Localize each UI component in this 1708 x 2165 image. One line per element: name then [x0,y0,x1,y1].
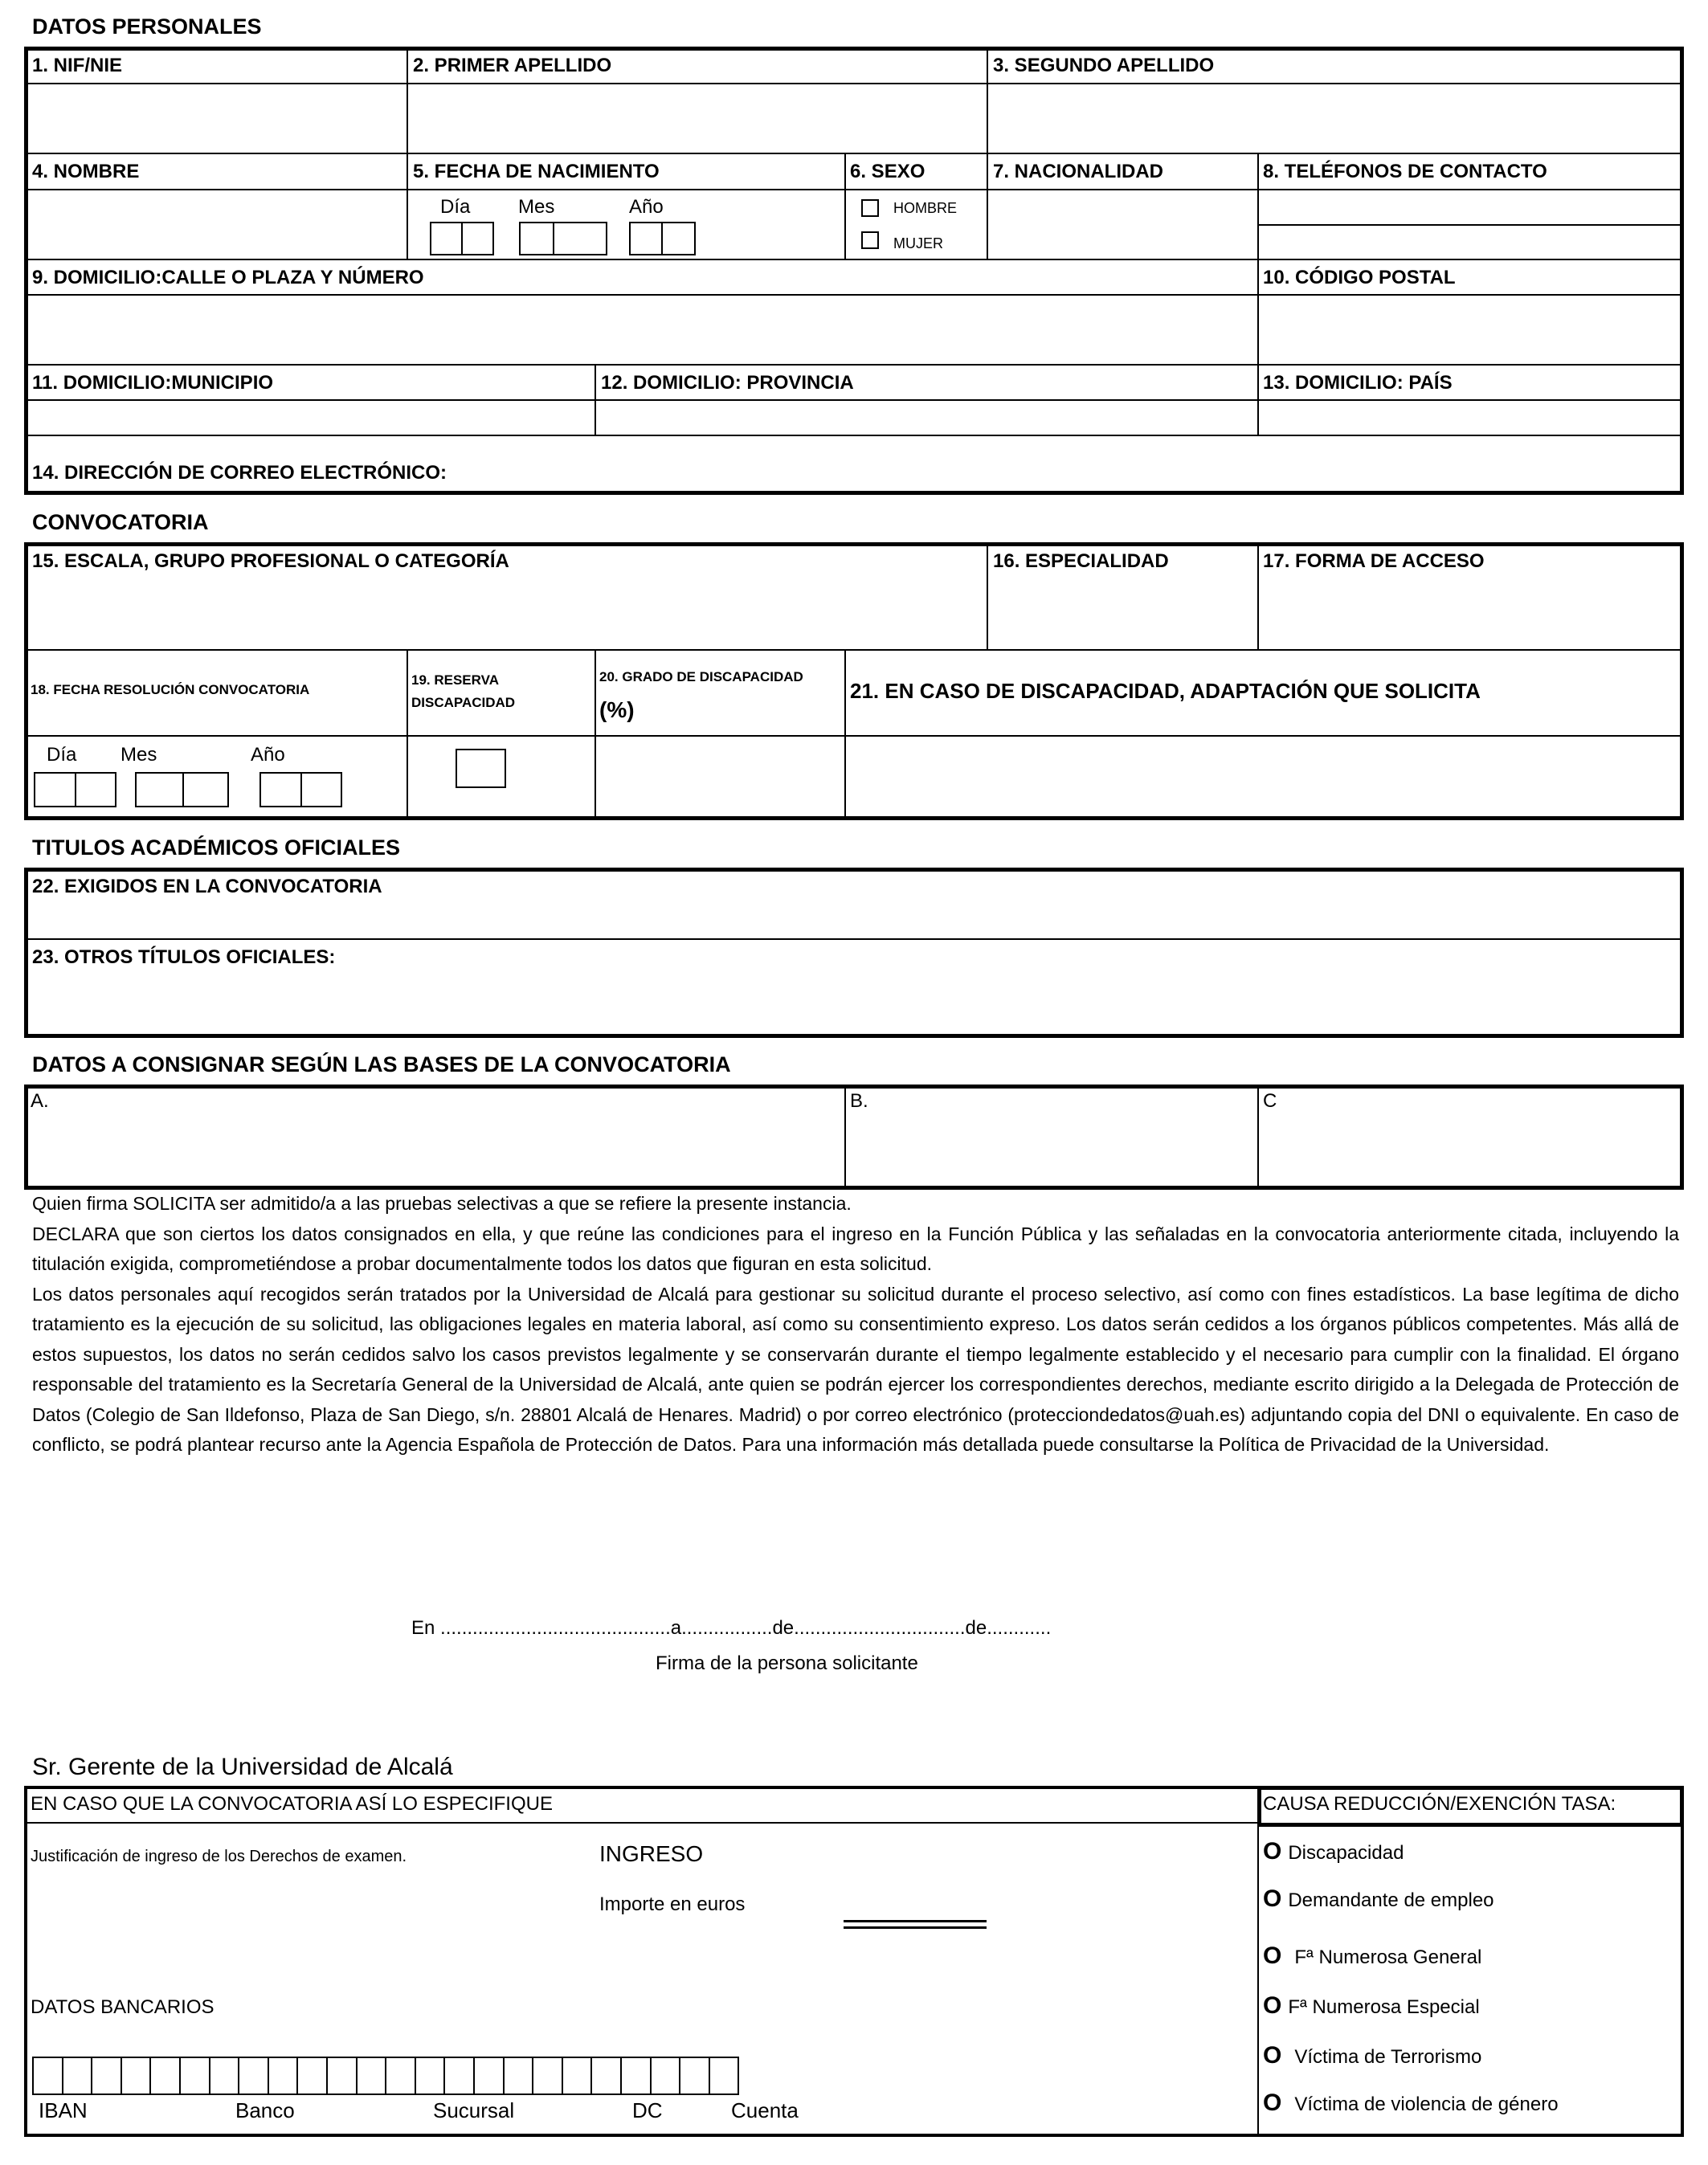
label-nacionalidad: 7. NACIONALIDAD [993,161,1164,182]
section-title-bases: DATOS A CONSIGNAR SEGÚN LAS BASES DE LA CONVOCATORIA [32,1052,731,1076]
bank-digit-cell[interactable] [562,2057,593,2095]
label-escala: 15. ESCALA, GRUPO PROFESIONAL O CATEGORÍA [32,550,509,572]
label-provincia: 12. DOMICILIO: PROVINCIA [601,372,854,394]
input-forma-acceso[interactable] [1261,578,1679,647]
label-fecha-resolucion: 18. FECHA RESOLUCIÓN CONVOCATORIA [31,682,310,697]
bank-digit-cell[interactable] [209,2057,240,2095]
birth-year-digit-2[interactable] [661,222,696,255]
label-codigo-postal: 10. CÓDIGO POSTAL [1263,267,1456,288]
reduccion-numerosa-especial[interactable]: O Fª Numerosa Especial [1263,1992,1480,2019]
input-segundo-apellido[interactable] [990,86,1679,151]
input-nif[interactable] [28,86,405,151]
section-title-convocatoria: CONVOCATORIA [32,510,209,534]
bank-digit-cell[interactable] [149,2057,181,2095]
label-segundo-apellido: 3. SEGUNDO APELLIDO [993,55,1215,76]
input-provincia[interactable] [598,402,1256,433]
signature-caption: Firma de la persona solicitante [656,1652,918,1674]
importe-line-bottom [844,1926,987,1929]
radio-circle-icon: O [1263,1838,1282,1865]
label-especialidad: 16. ESPECIALIDAD [993,550,1169,572]
label-titulos-exigidos: 22. EXIGIDOS EN LA CONVOCATORIA [32,876,382,897]
label-hombre: HOMBRE [893,200,958,216]
label-email: 14. DIRECCIÓN DE CORREO ELECTRÓNICO: [32,462,447,484]
label-iban: IBAN [39,2098,88,2122]
bank-digit-cell[interactable] [415,2057,446,2095]
label-porcentaje: (%) [599,697,635,722]
input-importe[interactable] [852,1888,980,1918]
label-grado-discapacidad: 20. GRADO DE DISCAPACIDAD [599,669,803,684]
input-telefono-2[interactable] [1261,227,1679,257]
datos-bancarios-label: DATOS BANCARIOS [31,1996,215,2018]
bank-digit-cell[interactable] [679,2057,710,2095]
label-reserva-2: DISCAPACIDAD [411,695,516,710]
label-forma-acceso: 17. FORMA DE ACCESO [1263,550,1485,572]
label-base-b: B. [850,1090,868,1112]
privacy-paragraph: Los datos personales aquí recogidos serán tratados por la Universidad de Alcalá para gestionar su solicitud durante el proceso selectivo, así como con fines estadísticos. La base legítima de dicho tratamiento es la ejecución de su solicitud, las obligaciones legales en materia laboral, así como su consentimiento expreso. Los datos serán cedidos a los órganos públicos competentes. Más allá de estos supuestos, los datos no serán cedidos salvo los casos previstos legalmente y se conservarán durante el tiempo legalmente establecido y el necesario para cumplir con la finalidad. El órgano responsable del tratamiento es la Secretaría General de la Universidad de Alcalá, ante quien se podrán ejercer los correspondientes derechos, mediante escrito dirigido a la Delegada de Protección de Datos (Colegio de San Ildefonso, Plaza de San Diego, s/n. 28801 Alcalá de Henares. Madrid) o por correo electrónico (protecciondedatos@uah.es) adjuntando copia del DNI o equivalente. En caso de conflicto, se podrá plantear recurso ante la Agencia Española de Protección de Datos. Para una información más detallada puede consultarse la Política de Privacidad de la Universidad. [32,1283,1679,1455]
radio-circle-icon: O [1263,1885,1282,1912]
bank-digit-cell[interactable] [296,2057,328,2095]
label-otros-titulos: 23. OTROS TÍTULOS OFICIALES: [32,946,336,968]
input-nombre[interactable] [28,192,405,257]
radio-circle-icon: O [1263,2042,1282,2069]
label-domicilio-calle: 9. DOMICILIO:CALLE O PLAZA Y NÚMERO [32,267,424,288]
label-dia-resolucion: Día [47,744,77,766]
reduccion-discapacidad[interactable]: O Discapacidad [1263,1838,1404,1865]
input-pais[interactable] [1261,402,1679,433]
payment-header: EN CASO QUE LA CONVOCATORIA ASÍ LO ESPECIFIQUE [31,1793,553,1815]
label-mes-resolucion: Mes [121,744,157,766]
resolution-month-digit-1[interactable] [135,772,184,807]
label-reserva-1: 19. RESERVA [411,672,499,688]
radio-circle-icon: O [1263,2089,1282,2116]
declara-paragraph: DECLARA que son ciertos los datos consignados en ella, y que reúne las condiciones para el ingreso en la Función Pública y las señaladas en la convocatoria anteriormente citada, incluyendo la titulación exigida, comprometiéndose a probar documentalmente todos los datos que figuran en esta solicitud. [32,1223,1679,1274]
label-mes-nacimiento: Mes [518,196,555,218]
label-adaptacion: 21. EN CASO DE DISCAPACIDAD, ADAPTACIÓN QUE SOLICITA [850,679,1481,703]
bank-digit-cell[interactable] [620,2057,652,2095]
input-otros-titulos[interactable] [28,972,1679,1033]
input-municipio[interactable] [28,402,593,433]
solicita-paragraph: Quien firma SOLICITA ser admitido/a a las pruebas selectivas a que se refiere la presente instancia. [32,1193,852,1214]
input-domicilio-calle[interactable] [28,297,1256,362]
reduccion-victima-terrorismo[interactable]: O Víctima de Terrorismo [1263,2042,1482,2069]
checkbox-mujer[interactable] [861,231,879,249]
label-dia-nacimiento: Día [440,196,471,218]
label-banco: Banco [235,2098,295,2122]
label-base-a: A. [31,1090,49,1112]
checkbox-reserva-discapacidad[interactable] [456,749,506,788]
label-fecha-nacimiento: 5. FECHA DE NACIMIENTO [413,161,660,182]
birth-month-digit-2[interactable] [553,222,607,255]
addressee: Sr. Gerente de la Universidad de Alcalá [32,1754,453,1780]
bank-digit-cell[interactable] [238,2057,269,2095]
input-grado-discapacidad[interactable] [598,738,843,816]
birth-month-digit-1[interactable] [519,222,554,255]
signature-place-date: En ...........................................a.................de................................de............ [411,1617,1052,1639]
input-telefono-1[interactable] [1261,192,1679,223]
label-base-c: C [1263,1090,1277,1112]
bank-digit-cell[interactable] [326,2057,358,2095]
input-primer-apellido[interactable] [410,86,985,151]
resolution-day-digit-1[interactable] [34,772,76,807]
reduccion-header: CAUSA REDUCCIÓN/EXENCIÓN TASA: [1263,1793,1616,1815]
label-nombre: 4. NOMBRE [32,161,140,182]
label-sexo: 6. SEXO [850,161,926,182]
bank-digit-cell[interactable] [443,2057,475,2095]
bank-digit-cell[interactable] [503,2057,534,2095]
resolution-year-digit-2[interactable] [300,772,342,807]
section-title-personal: DATOS PERSONALES [32,14,262,39]
input-email[interactable] [450,438,1679,491]
bank-digit-cell[interactable] [590,2057,622,2095]
input-escala[interactable] [28,578,985,647]
bank-digit-cell[interactable] [32,2057,63,2095]
resolution-day-digit-2[interactable] [75,772,116,807]
input-titulos-exigidos[interactable] [28,900,1679,937]
label-dc: DC [632,2098,663,2122]
bank-digit-cell[interactable] [356,2057,387,2095]
bank-digit-cell[interactable] [473,2057,505,2095]
label-primer-apellido: 2. PRIMER APELLIDO [413,55,612,76]
birth-year-digit-1[interactable] [629,222,663,255]
label-anio-nacimiento: Año [629,196,664,218]
resolution-month-digit-2[interactable] [182,772,229,807]
label-nif: 1. NIF/NIE [32,55,123,76]
bank-digit-cell[interactable] [179,2057,210,2095]
bank-digit-cell[interactable] [650,2057,681,2095]
input-nacionalidad[interactable] [990,192,1256,257]
radio-circle-icon: O [1263,1942,1282,1969]
resolution-year-digit-1[interactable] [259,772,302,807]
bank-digit-cell[interactable] [709,2057,740,2095]
label-municipio: 11. DOMICILIO:MUNICIPIO [32,372,274,394]
bank-digit-cell[interactable] [91,2057,122,2095]
label-cuenta: Cuenta [731,2098,799,2122]
importe-label: Importe en euros [599,1893,746,1915]
checkbox-hombre[interactable] [861,199,879,217]
importe-line-top [844,1920,987,1922]
label-pais: 13. DOMICILIO: PAÍS [1263,372,1453,394]
input-base-b[interactable] [848,1115,1256,1186]
justificacion-label: Justificación de ingreso de los Derechos de examen. [31,1848,407,1865]
radio-circle-icon: O [1263,1992,1282,2019]
ingreso-label: INGRESO [599,1841,704,1866]
input-base-c[interactable] [1261,1115,1679,1186]
label-mujer: MUJER [893,235,943,251]
reduccion-numerosa-general[interactable]: O Fª Numerosa General [1263,1942,1482,1969]
bank-digit-cell[interactable] [121,2057,152,2095]
reduccion-victima-violencia[interactable]: O Víctima de violencia de género [1263,2089,1559,2116]
reduccion-demandante-empleo[interactable]: O Demandante de empleo [1263,1885,1494,1912]
bank-digit-cell[interactable] [268,2057,299,2095]
birth-day-digit-2[interactable] [461,222,494,255]
input-base-a[interactable] [28,1115,843,1186]
section-title-titulos: TITULOS ACADÉMICOS OFICIALES [32,835,400,860]
label-anio-resolucion: Año [251,744,285,766]
bank-digit-cell[interactable] [62,2057,93,2095]
input-codigo-postal[interactable] [1261,297,1679,362]
bank-digit-cell[interactable] [385,2057,416,2095]
input-adaptacion[interactable] [848,738,1679,816]
bank-digit-cell[interactable] [532,2057,563,2095]
label-sucursal: Sucursal [433,2098,515,2122]
label-telefonos: 8. TELÉFONOS DE CONTACTO [1263,161,1547,182]
birth-day-digit-1[interactable] [430,222,463,255]
input-especialidad[interactable] [990,578,1256,647]
